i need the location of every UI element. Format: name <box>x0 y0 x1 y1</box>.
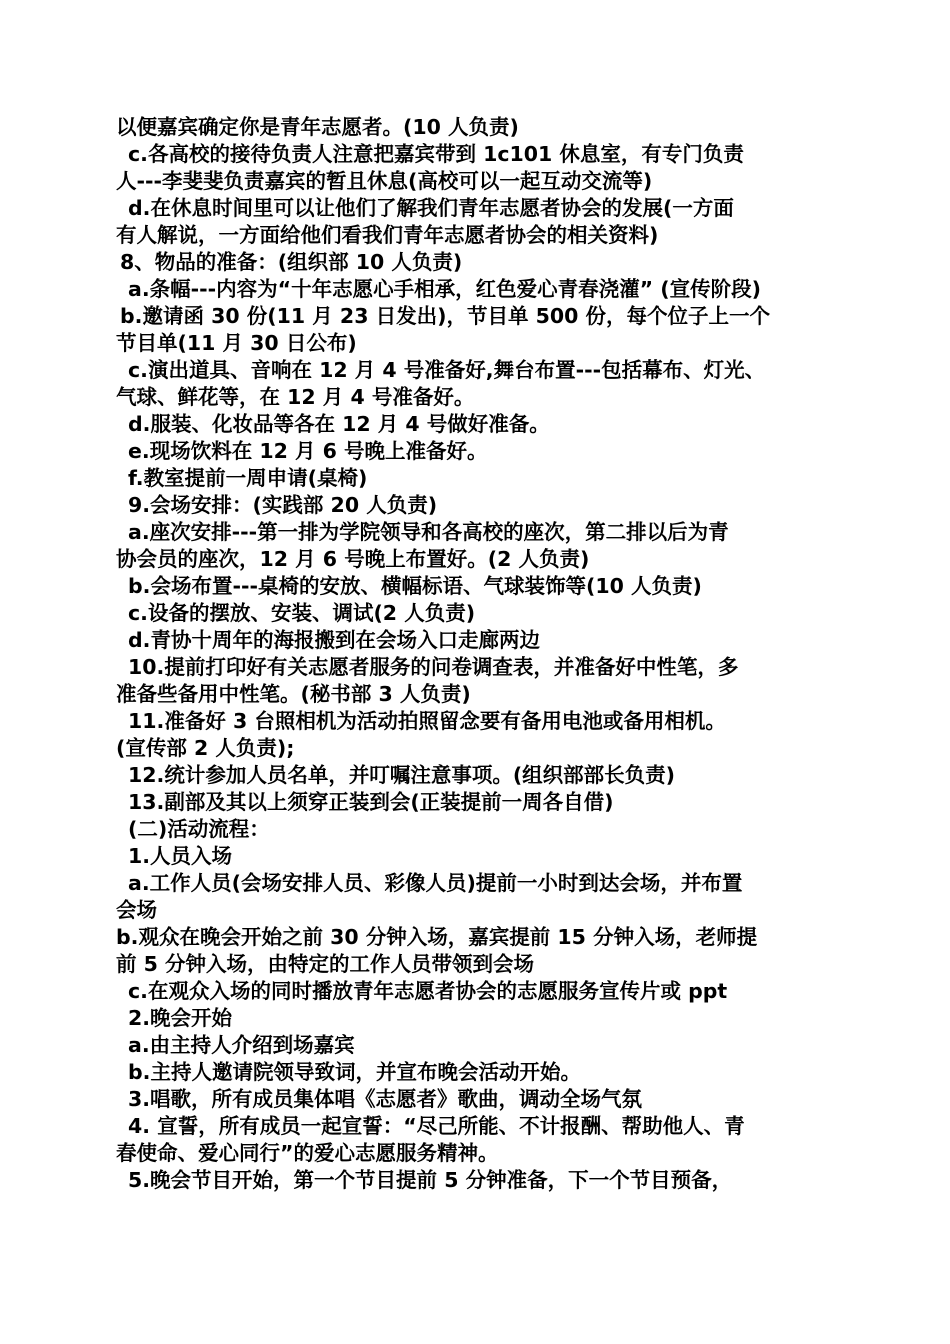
text-line: 8、物品的准备：(组织部 10 人负责) <box>120 250 463 274</box>
text-line: 11.准备好 3 台照相机为活动拍照留念要有备用电池或备用相机。 <box>128 709 726 733</box>
text-line: 9.会场安排：(实践部 20 人负责) <box>128 493 438 517</box>
text-line: d.服装、化妆品等各在 12 月 4 号做好准备。 <box>128 412 550 436</box>
text-line: 春使命、爱心同行”的爱心志愿服务精神。 <box>116 1141 499 1165</box>
text-line: a.工作人员(会场安排人员、彩像人员)提前一小时到达会场，并布置 <box>128 871 743 895</box>
text-line: 以便嘉宾确定你是青年志愿者。(10 人负责) <box>116 115 519 139</box>
text-line: d.在休息时间里可以让他们了解我们青年志愿者协会的发展(一方面 <box>128 196 734 220</box>
text-line: b.邀请函 30 份(11 月 23 日发出)，节目单 500 份，每个位子上一个 <box>120 304 771 328</box>
document-page <box>116 114 846 1194</box>
text-line: (宣传部 2 人负责); <box>116 736 295 760</box>
text-line: a.条幅---内容为“十年志愿心手相承，红色爱心青春浇灌” (宣传阶段) <box>128 277 761 301</box>
text-line: 节目单(11 月 30 日公布) <box>116 331 357 355</box>
text-line: 2.晚会开始 <box>128 1006 233 1030</box>
text-line: 会场 <box>116 898 157 922</box>
text-line: 前 5 分钟入场，由特定的工作人员带领到会场 <box>116 952 535 976</box>
text-line: 气球、鲜花等，在 12 月 4 号准备好。 <box>116 385 475 409</box>
text-line: a.由主持人介绍到场嘉宾 <box>128 1033 355 1057</box>
text-line: 1.人员入场 <box>128 844 233 868</box>
text-line: c.在观众入场的同时播放青年志愿者协会的志愿服务宣传片或 ppt <box>128 979 728 1003</box>
text-line: 3.唱歌，所有成员集体唱《志愿者》歌曲，调动全场气氛 <box>128 1087 643 1111</box>
text-line: c.设备的摆放、安装、调试(2 人负责) <box>128 601 476 625</box>
text-line: 5.晚会节目开始，第一个节目提前 5 分钟准备，下一个节目预备， <box>128 1168 733 1192</box>
text-line: c.各高校的接待负责人注意把嘉宾带到 1c101 休息室，有专门负责 <box>128 142 744 166</box>
text-line: (二)活动流程： <box>128 817 270 841</box>
text-line: 4. 宣誓，所有成员一起宣誓：“尽己所能、不计报酬、帮助他人、青 <box>128 1114 745 1138</box>
text-line: 准备些备用中性笔。(秘书部 3 人负责) <box>116 682 471 706</box>
text-line: a.座次安排---第一排为学院领导和各高校的座次，第二排以后为青 <box>128 520 729 544</box>
text-line: 人---李斐斐负责嘉宾的暂且休息(高校可以一起互动交流等) <box>116 169 653 193</box>
text-line: b.观众在晚会开始之前 30 分钟入场，嘉宾提前 15 分钟入场，老师提 <box>116 925 758 949</box>
text-line: b.会场布置---桌椅的安放、横幅标语、气球装饰等(10 人负责) <box>128 574 702 598</box>
text-line: c.演出道具、音响在 12 月 4 号准备好,舞台布置---包括幕布、灯光、 <box>128 358 766 382</box>
text-line: 有人解说，一方面给他们看我们青年志愿者协会的相关资料) <box>116 223 659 247</box>
text-line: d.青协十周年的海报搬到在会场入口走廊两边 <box>128 628 540 652</box>
text-line: 13.副部及其以上须穿正装到会(正装提前一周各自借) <box>128 790 614 814</box>
text-line: f.教室提前一周申请(桌椅) <box>128 466 368 490</box>
text-line: b.主持人邀请院领导致词，并宣布晚会活动开始。 <box>128 1060 581 1084</box>
text-line: 10.提前打印好有关志愿者服务的问卷调查表，并准备好中性笔，多 <box>128 655 739 679</box>
text-line: 协会员的座次，12 月 6 号晚上布置好。(2 人负责) <box>116 547 590 571</box>
text-line: 12.统计参加人员名单，并叮嘱注意事项。(组织部部长负责) <box>128 763 676 787</box>
text-line: e.现场饮料在 12 月 6 号晚上准备好。 <box>128 439 488 463</box>
